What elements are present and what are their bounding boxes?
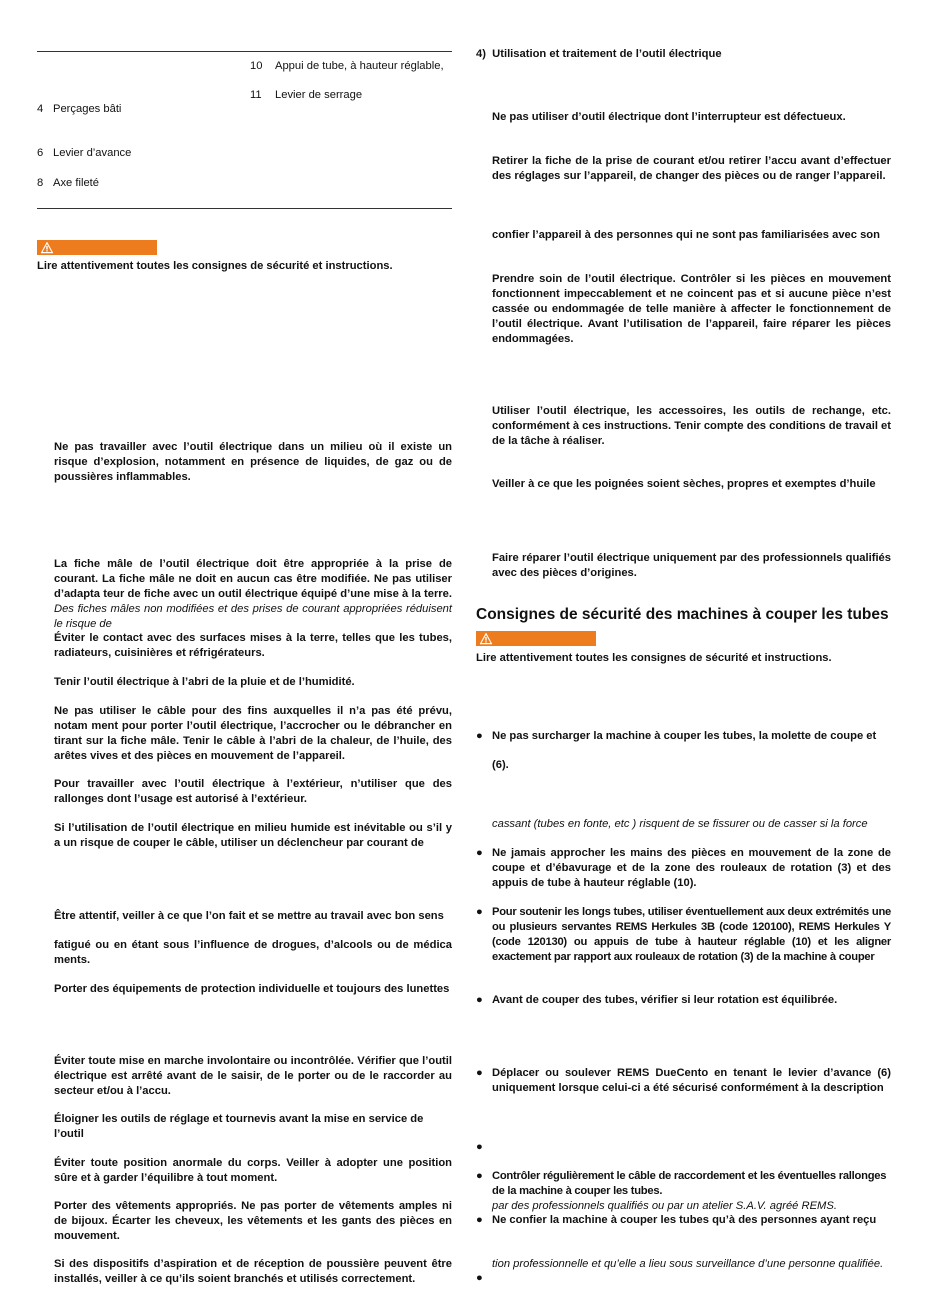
note-professionnels: par des professionnels qualifiés ou par un atelier S.A.V. agréé REMS. <box>492 1200 837 1212</box>
parts-label: Appui de tube, à hauteur réglable, <box>275 60 444 72</box>
parts-number: 4 <box>37 103 44 115</box>
para-position: Éviter toute position anormale du corps. Veiller à adopter une position sûre et à garder l’équilibre à tout moment. <box>54 1157 452 1184</box>
para-aspiration: Si des dispositifs d’aspiration et de réception de poussière peuvent être installés, veiller à ce qu’ils soient branchés et utilisés correctement. <box>54 1258 452 1285</box>
parts-item-6 <box>37 146 131 161</box>
parts-number: 8 <box>37 177 44 189</box>
para-poignees: Veiller à ce que les poignées soient sèches, propres et exemptes d’huile <box>492 478 876 490</box>
bullet-controler: Contrôler régulièrement le câble de raccordement et les éventuelles rallonges de la machine à couper les tubes. <box>492 1170 887 1197</box>
bullet-deplacer: Déplacer ou soulever REMS DueCento en tenant le levier d’avance (6) uniquement lorsque celui-ci a été sécurisé conformément à la description <box>492 1067 891 1094</box>
bullet-icon: ● <box>476 730 483 742</box>
bullet-icon: ● <box>476 1141 483 1153</box>
parts-number: 11 <box>250 89 262 101</box>
warning-icon <box>479 632 493 645</box>
bullet-confier: Ne confier la machine à couper les tubes qu’à des personnes ayant reçu <box>492 1214 877 1226</box>
para-accessoires: Utiliser l’outil électrique, les accessoires, les outils de rechange, etc. conformément à ces instructions. Tenir compte des conditions de travail et de la tâche à réaliser. <box>492 405 891 447</box>
parts-item-4 <box>37 102 121 117</box>
bullet-icon: ● <box>476 1214 483 1226</box>
parts-item-11 <box>250 88 362 103</box>
bullet-icon: ● <box>476 1170 483 1182</box>
parts-label: Axe fileté <box>53 177 100 189</box>
bullet-icon: ● <box>476 906 483 918</box>
para-humide: Si l’utilisation de l’outil électrique en milieu humide est inévitable ou s’il y a un risque de couper le câble, utiliser un déclencheur par courant de <box>54 822 452 849</box>
bullet-surcharge: Ne pas surcharger la machine à couper les tubes, la molette de coupe et <box>492 730 877 742</box>
para-soin: Prendre soin de l’outil électrique. Contrôler si les pièces en mouvement fonctionnent impeccablement et ne coincent pas et si aucune pièce n’est cassée ou endommagée de telle manière à affecter le fonctionnement de l’outil électrique. Avant l’utilisation de l’appareil, faire réparer les pièces endommagées. <box>492 273 891 345</box>
para-exterieur: Pour travailler avec l’outil électrique à l’extérieur, n’utiliser que des rallonges dont l’usage est autorisé à l’extérieur. <box>54 778 452 805</box>
para-fiche-bold: La fiche mâle de l’outil électrique doit être appropriée à la prise de courant. La fiche mâle ne doit en aucun cas être modifiée. Ne pas utiliser d’adapta teur de fiche avec un outil électrique équipé d’une mise à la terre. <box>54 558 452 600</box>
warning-icon <box>40 241 54 254</box>
para-confier: confier l’appareil à des personnes qui ne sont pas familiarisées avec son <box>492 229 880 241</box>
bullet-mains: Ne jamais approcher les mains des pièces en mouvement de la zone de coupe et d’ébavurage et de la zone des rouleaux de rotation (3) et des appuis de tube à hauteur réglable (10). <box>492 847 891 889</box>
parts-label: Perçages bâti <box>53 103 122 115</box>
bullet-rotation: Avant de couper des tubes, vérifier si leur rotation est équilibrée. <box>492 994 838 1006</box>
bullet-icon: ● <box>476 994 483 1006</box>
para-vetements: Porter des vêtements appropriés. Ne pas porter de vêtements amples ni de bijoux. Écarter les cheveux, les vêtements et les gants des pièces en mouvement. <box>54 1200 452 1242</box>
para-fiche <box>54 557 452 632</box>
bottom-rule <box>37 208 452 209</box>
note-cassant: cassant (tubes en fonte, etc ) risquent de se fissurer ou de casser si la force <box>492 818 868 830</box>
para-fatigue: fatigué ou en étant sous l’influence de drogues, d’alcools ou de médica ments. <box>54 939 452 966</box>
note-formation: tion professionnelle et qu’elle a lieu sous surveillance d’une personne qualifiée. <box>492 1258 884 1270</box>
para-cable: Ne pas utiliser le câble pour des fins auxquelles il n’a pas été prévu, notam ment pour porter l’outil électrique, l’accrocher ou le débrancher en tirant sur la fiche mâle. Tenir le câble à l’abri de la chaleur, de l’huile, des arêtes vives et des pièces en mouvement de l’appareil. <box>54 705 452 762</box>
parts-label: Levier d’avance <box>53 147 132 159</box>
para-fiche-italic: Des fiches mâles non modifiées et des prises de courant appropriées réduisent le risque de <box>54 603 452 630</box>
bullet-longs-tubes: Pour soutenir les longs tubes, utiliser éventuellement aux deux extrémités une ou plusieurs servantes REMS Herkules 3B (code 120100), REMS Herkules Y (code 120130) ou appuis de tube à hauteur réglable (10) et les aligner exactement par rapport aux rouleaux de rotation (3) de la machine à couper <box>492 906 891 963</box>
intro-text: Lire attentivement toutes les consignes de sécurité et instructions. <box>37 260 393 272</box>
parts-item-8 <box>37 176 99 191</box>
para-attentif: Être attentif, veiller à ce que l’on fait et se mettre au travail avec bon sens <box>54 910 444 922</box>
para-reparer: Faire réparer l’outil électrique uniquement par des professionnels qualifiés avec des pièces d’origines. <box>492 552 891 579</box>
para-explosion: Ne pas travailler avec l’outil électrique dans un milieu où il existe un risque d’explosion, notamment en présence de liquides, de gaz ou de poussières inflammables. <box>54 441 452 483</box>
para-fiche-prise: Retirer la fiche de la prise de courant et/ou retirer l’accu avant d’effectuer des réglages sur l’appareil, de changer des pièces ou de ranger l’appareil. <box>492 155 891 182</box>
parts-item-10 <box>250 59 444 74</box>
bullet-icon: ● <box>476 847 483 859</box>
section-heading-4: 4) Utilisation et traitement de l’outil électrique <box>476 48 722 60</box>
para-mise-marche: Éviter toute mise en marche involontaire ou incontrôlée. Vérifier que l’outil électrique est arrêté avant de le saisir, de le porter ou de le raccorder au secteur et/ou à l’accu. <box>54 1055 452 1097</box>
warning-banner-2 <box>476 631 596 646</box>
parts-number: 6 <box>37 147 44 159</box>
parts-number: 10 <box>250 60 263 72</box>
para-reglage: Éloigner les outils de réglage et tournevis avant la mise en service de l’outil <box>54 1113 424 1140</box>
bullet-icon: ● <box>476 1067 483 1079</box>
para-protection: Porter des équipements de protection individuelle et toujours des lunettes <box>54 983 450 995</box>
para-interrupteur: Ne pas utiliser d’outil électrique dont l’interrupteur est défectueux. <box>492 111 846 123</box>
warning-banner <box>37 240 157 255</box>
para-pluie: Tenir l’outil électrique à l’abri de la pluie et de l’humidité. <box>54 676 355 688</box>
parts-label: Levier de serrage <box>275 89 363 101</box>
bullet-icon: ● <box>476 1272 483 1284</box>
para-contact: Éviter le contact avec des surfaces mises à la terre, telles que les tubes, radiateurs, cuisinières et réfrigérateurs. <box>54 632 452 659</box>
bullet-surcharge-end: (6). <box>492 759 509 771</box>
intro-text-2: Lire attentivement toutes les consignes de sécurité et instructions. <box>476 652 832 664</box>
top-rule <box>37 51 452 52</box>
section-title: Consignes de sécurité des machines à couper les tubes <box>476 606 889 623</box>
